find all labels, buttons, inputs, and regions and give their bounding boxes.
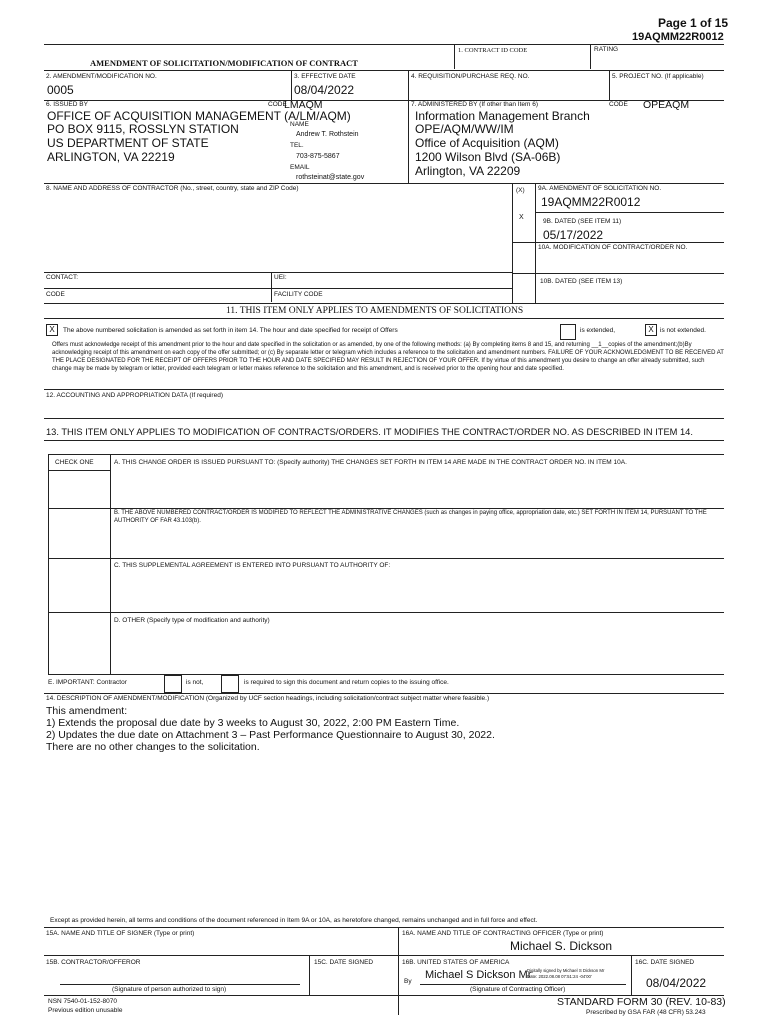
page-number: Page 1 of 15 [658, 16, 729, 30]
rating-label: RATING [594, 46, 619, 53]
sig-officer-label: (Signature of Contracting Officer) [470, 986, 566, 993]
administered-by-line-1: Information Management Branch [415, 109, 590, 123]
nsn-label: NSN 7540-01-152-8070 [48, 998, 118, 1005]
item9b-label: 9B. DATED (SEE ITEM 11) [543, 218, 622, 225]
description-line-2: 1) Extends the proposal due date by 3 weeks to August 30, 2022, 2:00 PM Eastern Time. [46, 717, 460, 729]
description-line-3: 2) Updates the due date on Attachment 3 – Past Performance Questionnaire to August 30, 2022. [46, 729, 495, 741]
item13b-text: B. THE ABOVE NUMBERED CONTRACT/ORDER IS MODIFIED TO REFLECT THE ADMINISTRATIVE CHANGES (such as changes in paying office, appropriation date, etc.) SET FORTH IN ITEM 14, PURSUANT TO THE AUTHORITY OF FAR 43.103(b). [114, 510, 707, 524]
item13e-required: is required to sign this document and return copies to the issuing office. [244, 679, 449, 686]
item4-label: 4. REQUISITION/PURCHASE REQ. NO. [411, 73, 530, 80]
administered-by-line-2: OPE/AQM/WW/IM [415, 122, 514, 136]
item13e-checkbox-required[interactable] [221, 675, 239, 693]
previous-edition-label: Previous edition unusable [48, 1007, 123, 1014]
standard-form-label: STANDARD FORM 30 (REV. 10-83) [557, 996, 726, 1008]
item10b-label: 10B. DATED (SEE ITEM 13) [540, 278, 623, 285]
item6-email-label: EMAIL [290, 164, 310, 171]
item6-tel-value: 703-875-5867 [296, 153, 340, 160]
contracting-officer-name: Michael S. Dickson [510, 939, 613, 953]
item6-code-label: CODE [268, 101, 287, 108]
except-statement: Except as provided herein, all terms and conditions of the document referenced in Item 9A or 10A, as heretofore changed, remains unchanged and in full force and effect. [50, 917, 538, 924]
item11-line1: The above numbered solicitation is amended as set forth in item 14. The hour and date specified for receipt of Offers [63, 327, 398, 334]
item9-x-mark: X [519, 214, 524, 221]
item13e-checkbox-not[interactable] [164, 675, 182, 693]
digital-signature-line-2: Date: 2022.08.08 07:51:24 -04'00' [527, 974, 592, 979]
item9a-label: 9A. AMENDMENT OF SOLICITATION NO. [538, 185, 662, 192]
item6-email-value: rothsteinat@state.gov [296, 174, 365, 181]
effective-date: 08/04/2022 [294, 83, 355, 97]
amendment-number: 0005 [47, 83, 74, 97]
item11-checkbox-not-extended[interactable]: X [645, 324, 657, 336]
item6-code-value: LMAQM [284, 99, 323, 111]
item9-x-header: (X) [516, 187, 525, 194]
item13c-text: C. THIS SUPPLEMENTAL AGREEMENT IS ENTERED INTO PURSUANT TO AUTHORITY OF: [114, 562, 391, 569]
item3-label: 3. EFFECTIVE DATE [294, 73, 356, 80]
solicitation-number-top: 19AQMM22R0012 [632, 31, 724, 43]
issued-by-line-1: OFFICE OF ACQUISITION MANAGEMENT (A/LM/AQM) [47, 109, 351, 123]
item2-label: 2. AMENDMENT/MODIFICATION NO. [46, 73, 157, 80]
f16b-label: 16B. UNITED STATES OF AMERICA [402, 959, 510, 966]
issued-by-line-2: PO BOX 9115, ROSSLYN STATION [47, 122, 239, 136]
solicitation-number: 19AQMM22R0012 [541, 195, 641, 209]
f16c-label: 16C. DATE SIGNED [635, 959, 695, 966]
item14-label: 14. DESCRIPTION OF AMENDMENT/MODIFICATION (Organized by UCF section headings, including solicitation/contract subject matter where feasible.) [46, 695, 490, 702]
item13e-not: is not, [186, 679, 204, 686]
item13e-label: E. IMPORTANT: Contractor [48, 679, 127, 686]
digital-signature-line-1: Digitally signed by Michael S Dickson Mr [527, 968, 605, 973]
form-title: AMENDMENT OF SOLICITATION/MODIFICATION OF CONTRACT [90, 58, 358, 68]
item12-label: 12. ACCOUNTING AND APPROPRIATION DATA (If required) [46, 392, 223, 399]
officer-date-signed: 08/04/2022 [646, 976, 707, 990]
item6-name-value: Andrew T. Rothstein [296, 131, 359, 138]
item13-title: 13. THIS ITEM ONLY APPLIES TO MODIFICATION OF CONTRACTS/ORDERS. IT MODIFIES THE CONTRACT/ORDER NO. AS DESCRIBED IN ITEM 14. [46, 427, 693, 437]
check-one-label: CHECK ONE [55, 459, 94, 466]
item11-checkbox-amended[interactable]: X [46, 324, 58, 336]
sig-person-label: (Signature of person authorized to sign) [112, 986, 227, 993]
contact-label: CONTACT: [46, 274, 79, 281]
item7-label: 7. ADMINISTERED BY (If other than Item 6) [411, 101, 539, 108]
by-label: By [404, 978, 412, 985]
item5-label: 5. PROJECT NO. (If applicable) [612, 73, 704, 80]
f15c-label: 15C. DATE SIGNED [314, 959, 374, 966]
item11-checkbox-extended[interactable] [560, 324, 576, 340]
item11-extended: is extended, [580, 327, 616, 334]
item13d-text: D. OTHER (Specify type of modification and authority) [114, 617, 270, 624]
item10a-label: 10A. MODIFICATION OF CONTRACT/ORDER NO. [538, 244, 688, 251]
prescribed-label: Prescribed by GSA FAR (48 CFR) 53.243 [586, 1009, 706, 1016]
item13a-text: A. THIS CHANGE ORDER IS ISSUED PURSUANT TO: (Specify authority) THE CHANGES SET FORTH IN ITEM 14 ARE MADE IN THE CONTRACT ORDER NO. IN ITEM 10A. [114, 459, 627, 466]
f15a-label: 15A. NAME AND TITLE OF SIGNER (Type or print) [46, 930, 195, 937]
description-line-1: This amendment: [46, 705, 128, 717]
issued-by-line-3: US DEPARTMENT OF STATE [47, 136, 209, 150]
item6-tel-label: TEL. [290, 142, 304, 149]
contracting-officer-signature: Michael S Dickson Mr [425, 969, 532, 981]
administered-by-line-5: Arlington, VA 22209 [415, 164, 521, 178]
uei-label: UEI: [274, 274, 287, 281]
item11-paragraph: Offers must acknowledge receipt of this amendment prior to the hour and date specified in the solicitation or as amended, by one of the following methods: (a) By completing items 8 and 15, and returning __1__copies of the amendment;(b)By acknowledging receipt of this amendment on each copy of the offer submitted; or (c) By separate letter or telegram which includes a reference to the solicitation and amendment numbers. FAILURE OF YOUR ACKNOWLEDGMENT TO BE RECEIVED AT THE PLACE DESIGNATED FOR THE RECEIPT OF OFFERS PRIOR TO THE HOUR AND DATE SPECIFIED MAY RESULT IN REJECTION OF YOUR OFFER. If by virtue of this amendment you desire to change an offer already submitted, such change may be made by telegram or letter, provided each telegram or letter makes reference to the solicitation and this amendment, and is received prior to the opening hour and date specified. [52, 342, 724, 372]
description-line-4: There are no other changes to the solicitation. [46, 741, 260, 753]
item6-name-label: NAME [290, 121, 309, 128]
administered-by-line-4: 1200 Wilson Blvd (SA-06B) [415, 150, 561, 164]
item7-code-label: CODE [609, 101, 628, 108]
item8-label: 8. NAME AND ADDRESS OF CONTRACTOR (No., street, country, state and ZIP Code) [46, 185, 299, 192]
contract-id-label: 1. CONTRACT ID CODE [458, 47, 528, 54]
item6-label: 6. ISSUED BY [46, 101, 88, 108]
item11-title: 11. THIS ITEM ONLY APPLIES TO AMENDMENTS OF SOLICITATIONS [226, 306, 524, 316]
f15b-label: 15B. CONTRACTOR/OFFEROR [46, 959, 141, 966]
administered-by-line-3: Office of Acquisition (AQM) [415, 136, 559, 150]
issued-by-line-4: ARLINGTON, VA 22219 [47, 150, 175, 164]
item11-not-extended: is not extended. [660, 327, 706, 334]
facility-code-label: FACILITY CODE [274, 291, 323, 298]
item7-code-value: OPEAQM [643, 99, 690, 111]
code-label: CODE [46, 291, 65, 298]
f16a-label: 16A. NAME AND TITLE OF CONTRACTING OFFICER (Type or print) [402, 930, 604, 937]
solicitation-date: 05/17/2022 [543, 228, 604, 242]
